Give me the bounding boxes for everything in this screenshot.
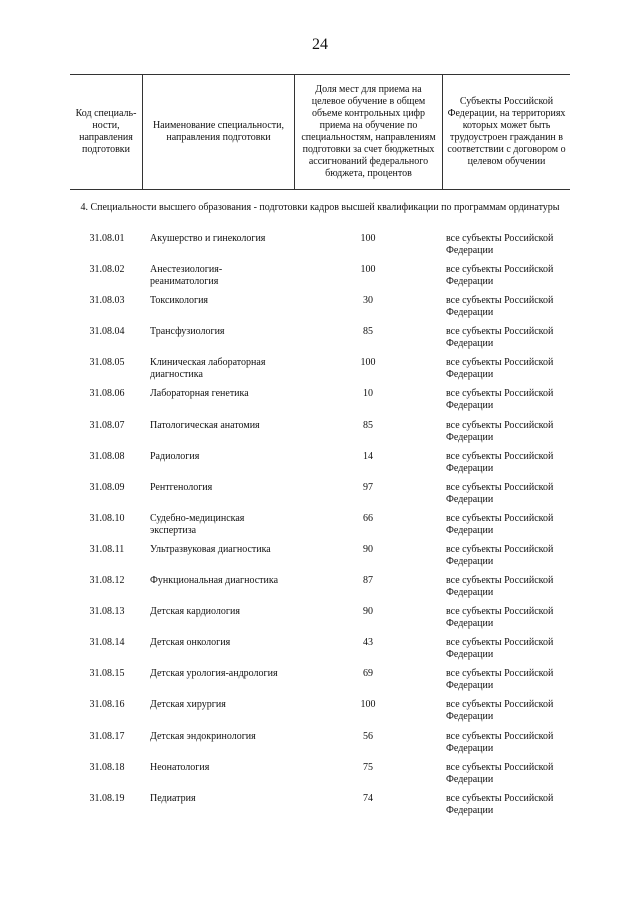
- row-name: Детская онкология: [150, 637, 231, 649]
- row-subjects: все субъекты Российской Федерации: [446, 637, 554, 661]
- row-subjects: все субъекты Российской Федерации: [446, 792, 554, 816]
- table-row: [70, 482, 570, 513]
- page-number: 24: [312, 36, 328, 53]
- row-subjects: все субъекты Российской Федерации: [446, 419, 554, 443]
- table-row: [70, 513, 570, 544]
- table-row: [70, 388, 570, 419]
- row-share: 90: [363, 606, 373, 618]
- row-name: Детская эндокринология: [150, 730, 256, 742]
- row-share: 100: [360, 264, 376, 276]
- row-subjects: все субъекты Российской Федерации: [446, 575, 554, 599]
- row-code: 31.08.09: [89, 481, 125, 493]
- row-share: 75: [363, 761, 373, 773]
- row-name: Педиатрия: [150, 792, 196, 804]
- row-name: Акушерство и гинекология: [150, 233, 266, 244]
- table-row: [70, 264, 570, 295]
- row-code: 31.08.07: [89, 419, 125, 431]
- row-subjects: все субъекты Российской Федерации: [446, 326, 554, 350]
- row-code: 31.08.13: [89, 606, 125, 618]
- table-row: [70, 420, 570, 451]
- row-subjects: все субъекты Российской Федерации: [446, 450, 554, 474]
- row-code: 31.08.11: [89, 543, 125, 555]
- row-code: 31.08.12: [89, 575, 125, 587]
- row-share: 30: [363, 295, 373, 307]
- row-name: Ультразвуковая диагностика: [150, 543, 271, 555]
- row-share: 97: [363, 481, 373, 493]
- row-name: Судебно-медицинская экспертиза: [150, 512, 245, 536]
- header-subjects: Субъекты Российской Федерации, на территориях которых может быть трудоустроен гражданин в соответствии с договором о целевом обучении: [442, 75, 570, 189]
- row-subjects: все субъекты Российской Федерации: [446, 264, 554, 288]
- row-code: 31.08.05: [89, 357, 125, 369]
- row-subjects: все субъекты Российской Федерации: [446, 295, 554, 319]
- row-share: 100: [360, 233, 376, 244]
- table-row: [70, 793, 570, 824]
- table-header: [70, 74, 570, 190]
- row-code: 31.08.04: [89, 326, 125, 338]
- table-row: [70, 731, 570, 762]
- row-share: 87: [363, 575, 373, 587]
- row-code: 31.08.16: [89, 699, 125, 711]
- row-code: 31.08.18: [89, 761, 125, 773]
- table-row: [70, 606, 570, 637]
- row-share: 56: [363, 730, 373, 742]
- row-code: 31.08.15: [89, 668, 125, 680]
- table-row: [70, 357, 570, 388]
- row-code: 31.08.14: [89, 637, 125, 649]
- row-name: Детская хирургия: [150, 699, 226, 711]
- row-code: 31.08.03: [89, 295, 125, 307]
- row-share: 90: [363, 543, 373, 555]
- row-code: 31.08.17: [89, 730, 125, 742]
- row-code: 31.08.02: [89, 264, 125, 276]
- row-code: 31.08.06: [89, 388, 125, 400]
- row-code: 31.08.08: [89, 450, 125, 462]
- section-title: 4. Специальности высшего образования - подготовки кадров высшей квалификации по программам ординатуры: [80, 202, 560, 213]
- row-share: 14: [363, 450, 373, 462]
- row-code: 31.08.10: [89, 512, 125, 524]
- table-body: [70, 233, 570, 824]
- row-name: Функциональная диагностика: [150, 575, 279, 587]
- row-share: 10: [363, 388, 373, 400]
- row-name: Клиническая лабораторная диагностика: [150, 357, 266, 381]
- table: [70, 74, 570, 190]
- row-share: 74: [363, 792, 373, 804]
- table-row: [70, 233, 570, 264]
- row-share: 100: [360, 357, 376, 369]
- row-name: Радиология: [150, 450, 200, 462]
- row-name: Патологическая анатомия: [150, 419, 260, 431]
- row-subjects: все субъекты Российской Федерации: [446, 357, 554, 381]
- row-name: Рентгенология: [150, 481, 213, 493]
- row-share: 100: [360, 699, 376, 711]
- row-name: Анестезиология-реаниматология: [150, 264, 223, 288]
- row-code: 31.08.01: [89, 233, 125, 244]
- header-name: Наименование специальности, направления подготовки: [142, 75, 294, 189]
- row-share: 66: [363, 512, 373, 524]
- table-row: [70, 699, 570, 730]
- header-share: Доля мест для приема на целевое обучение в общем объеме контрольных цифр приема на обучение по специальностям, направлениям подготовки за счет бюджетных ассигнований федерального бюджета, процентов: [294, 75, 442, 189]
- table-row: [70, 451, 570, 482]
- table-row: [70, 637, 570, 668]
- row-code: 31.08.19: [89, 792, 125, 804]
- row-share: 43: [363, 637, 373, 649]
- row-share: 69: [363, 668, 373, 680]
- table-row: [70, 295, 570, 326]
- row-name: Токсикология: [150, 295, 209, 307]
- table-row: [70, 762, 570, 793]
- row-subjects: все субъекты Российской Федерации: [446, 481, 554, 505]
- row-subjects: все субъекты Российской Федерации: [446, 668, 554, 692]
- row-subjects: все субъекты Российской Федерации: [446, 543, 554, 567]
- row-subjects: все субъекты Российской Федерации: [446, 761, 554, 785]
- row-name: Детская урология-андрология: [150, 668, 278, 680]
- table-row: [70, 544, 570, 575]
- row-subjects: все субъекты Российской Федерации: [446, 730, 554, 754]
- table-row: [70, 575, 570, 606]
- row-name: Детская кардиология: [150, 606, 240, 618]
- row-name: Трансфузиология: [150, 326, 225, 338]
- row-share: 85: [363, 326, 373, 338]
- table-row: [70, 668, 570, 699]
- header-code: Код специаль-ности, направления подготовки: [75, 108, 137, 155]
- row-subjects: все субъекты Российской Федерации: [446, 388, 554, 412]
- row-subjects: все субъекты Российской Федерации: [446, 512, 554, 536]
- row-name: Неонатология: [150, 761, 210, 773]
- row-subjects: все субъекты Российской Федерации: [446, 606, 554, 630]
- row-name: Лабораторная генетика: [150, 388, 249, 400]
- row-share: 85: [363, 419, 373, 431]
- table-row: [70, 326, 570, 357]
- row-subjects: все субъекты Российской Федерации: [446, 233, 554, 256]
- row-subjects: все субъекты Российской Федерации: [446, 699, 554, 723]
